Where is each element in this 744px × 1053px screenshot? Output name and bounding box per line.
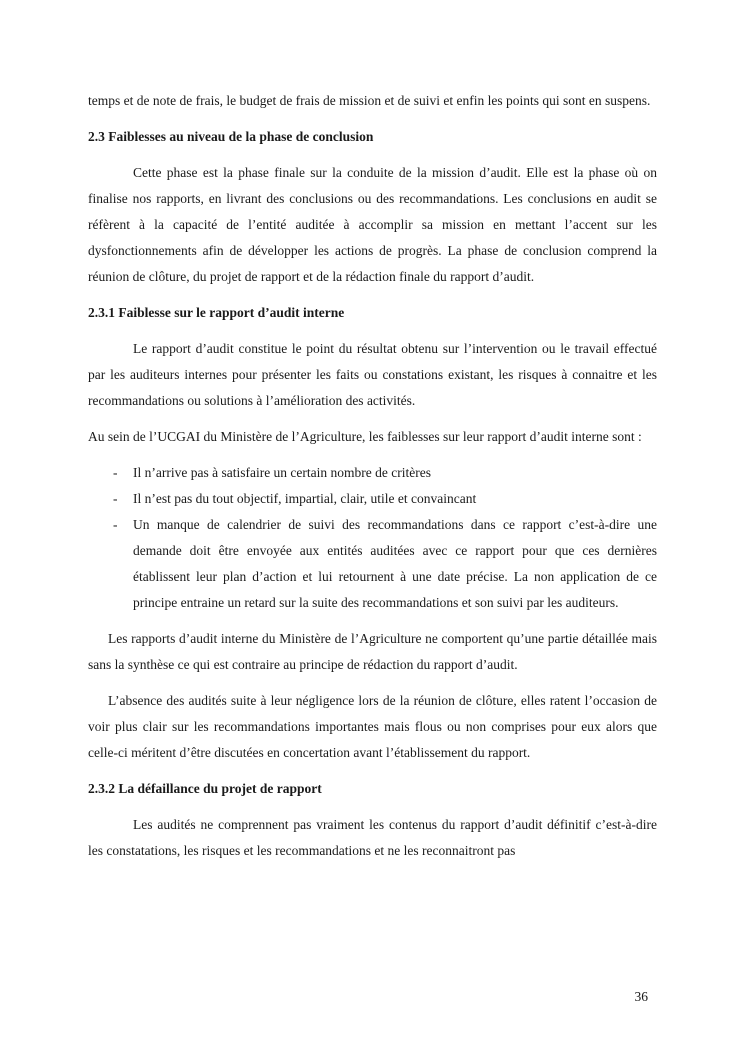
list-item-text: Un manque de calendrier de suivi des recommandations dans ce rapport c’est-à-dire une demande doit être envoyée aux entités auditées avec ce rapport pour que ces dernières établissent leur plan d’action et lui retournent à une date précise. La non application de ce principe entraine un retard sur la suite des recommandations et son suivi par les auditeurs. [133, 517, 657, 610]
page-number: 36 [634, 989, 648, 1004]
body-paragraph: Au sein de l’UCGAI du Ministère de l’Agriculture, les faiblesses sur leur rapport d’audit interne sont : [88, 429, 642, 444]
document-body [88, 88, 657, 874]
body-paragraph: Les audités ne comprennent pas vraiment les contenus du rapport d’audit définitif c’est-à-dire les constatations, les risques et les recommandations et ne les reconnaitront pas [88, 817, 657, 858]
section-heading: 2.3.1 Faiblesse sur le rapport d’audit interne [88, 305, 345, 320]
body-paragraph: Le rapport d’audit constitue le point du résultat obtenu sur l’intervention ou le travail effectué par les auditeurs internes pour présenter les faits ou constations existant, les risques à connaitre et les recommandations ou solutions à l’amélioration des activités. [88, 341, 657, 408]
list-item [88, 512, 657, 616]
bullet-dash: - [113, 491, 118, 506]
list-item [88, 460, 657, 486]
list-item [88, 486, 657, 512]
body-paragraph: temps et de note de frais, le budget de frais de mission et de suivi et enfin les points qui sont en suspens. [88, 93, 651, 108]
body-paragraph: Cette phase est la phase finale sur la conduite de la mission d’audit. Elle est la phase où on finalise nos rapports, en livrant des conclusions ou des recommandations. Les conclusions en audit se réfèrent à la capacité de l’entité auditée à accomplir sa mission en mettant l’accent sur les dysfonctionnements afin de développer les actions de progrès. La phase de conclusion comprend la réunion de clôture, du projet de rapport et de la rédaction finale du rapport d’audit. [88, 165, 657, 284]
section-heading: 2.3.2 La défaillance du projet de rapport [88, 781, 322, 796]
list-item-text: Il n’est pas du tout objectif, impartial, clair, utile et convaincant [133, 491, 477, 506]
section-heading: 2.3 Faiblesses au niveau de la phase de conclusion [88, 129, 374, 144]
bullet-dash: - [113, 517, 118, 532]
list-item-text: Il n’arrive pas à satisfaire un certain nombre de critères [133, 465, 431, 480]
bullet-dash: - [113, 465, 118, 480]
body-paragraph: Les rapports d’audit interne du Ministère de l’Agriculture ne comportent qu’une partie détaillée mais sans la synthèse ce qui est contraire au principe de rédaction du rapport d’audit. [88, 631, 657, 672]
body-paragraph: L’absence des audités suite à leur négligence lors de la réunion de clôture, elles ratent l’occasion de voir plus clair sur les recommandations importantes mais flous ou non comprises pour eux alors que celle-ci méritent d’être discutées en concertation avant l’établissement du rapport. [88, 693, 657, 760]
bullet-list [88, 460, 657, 616]
